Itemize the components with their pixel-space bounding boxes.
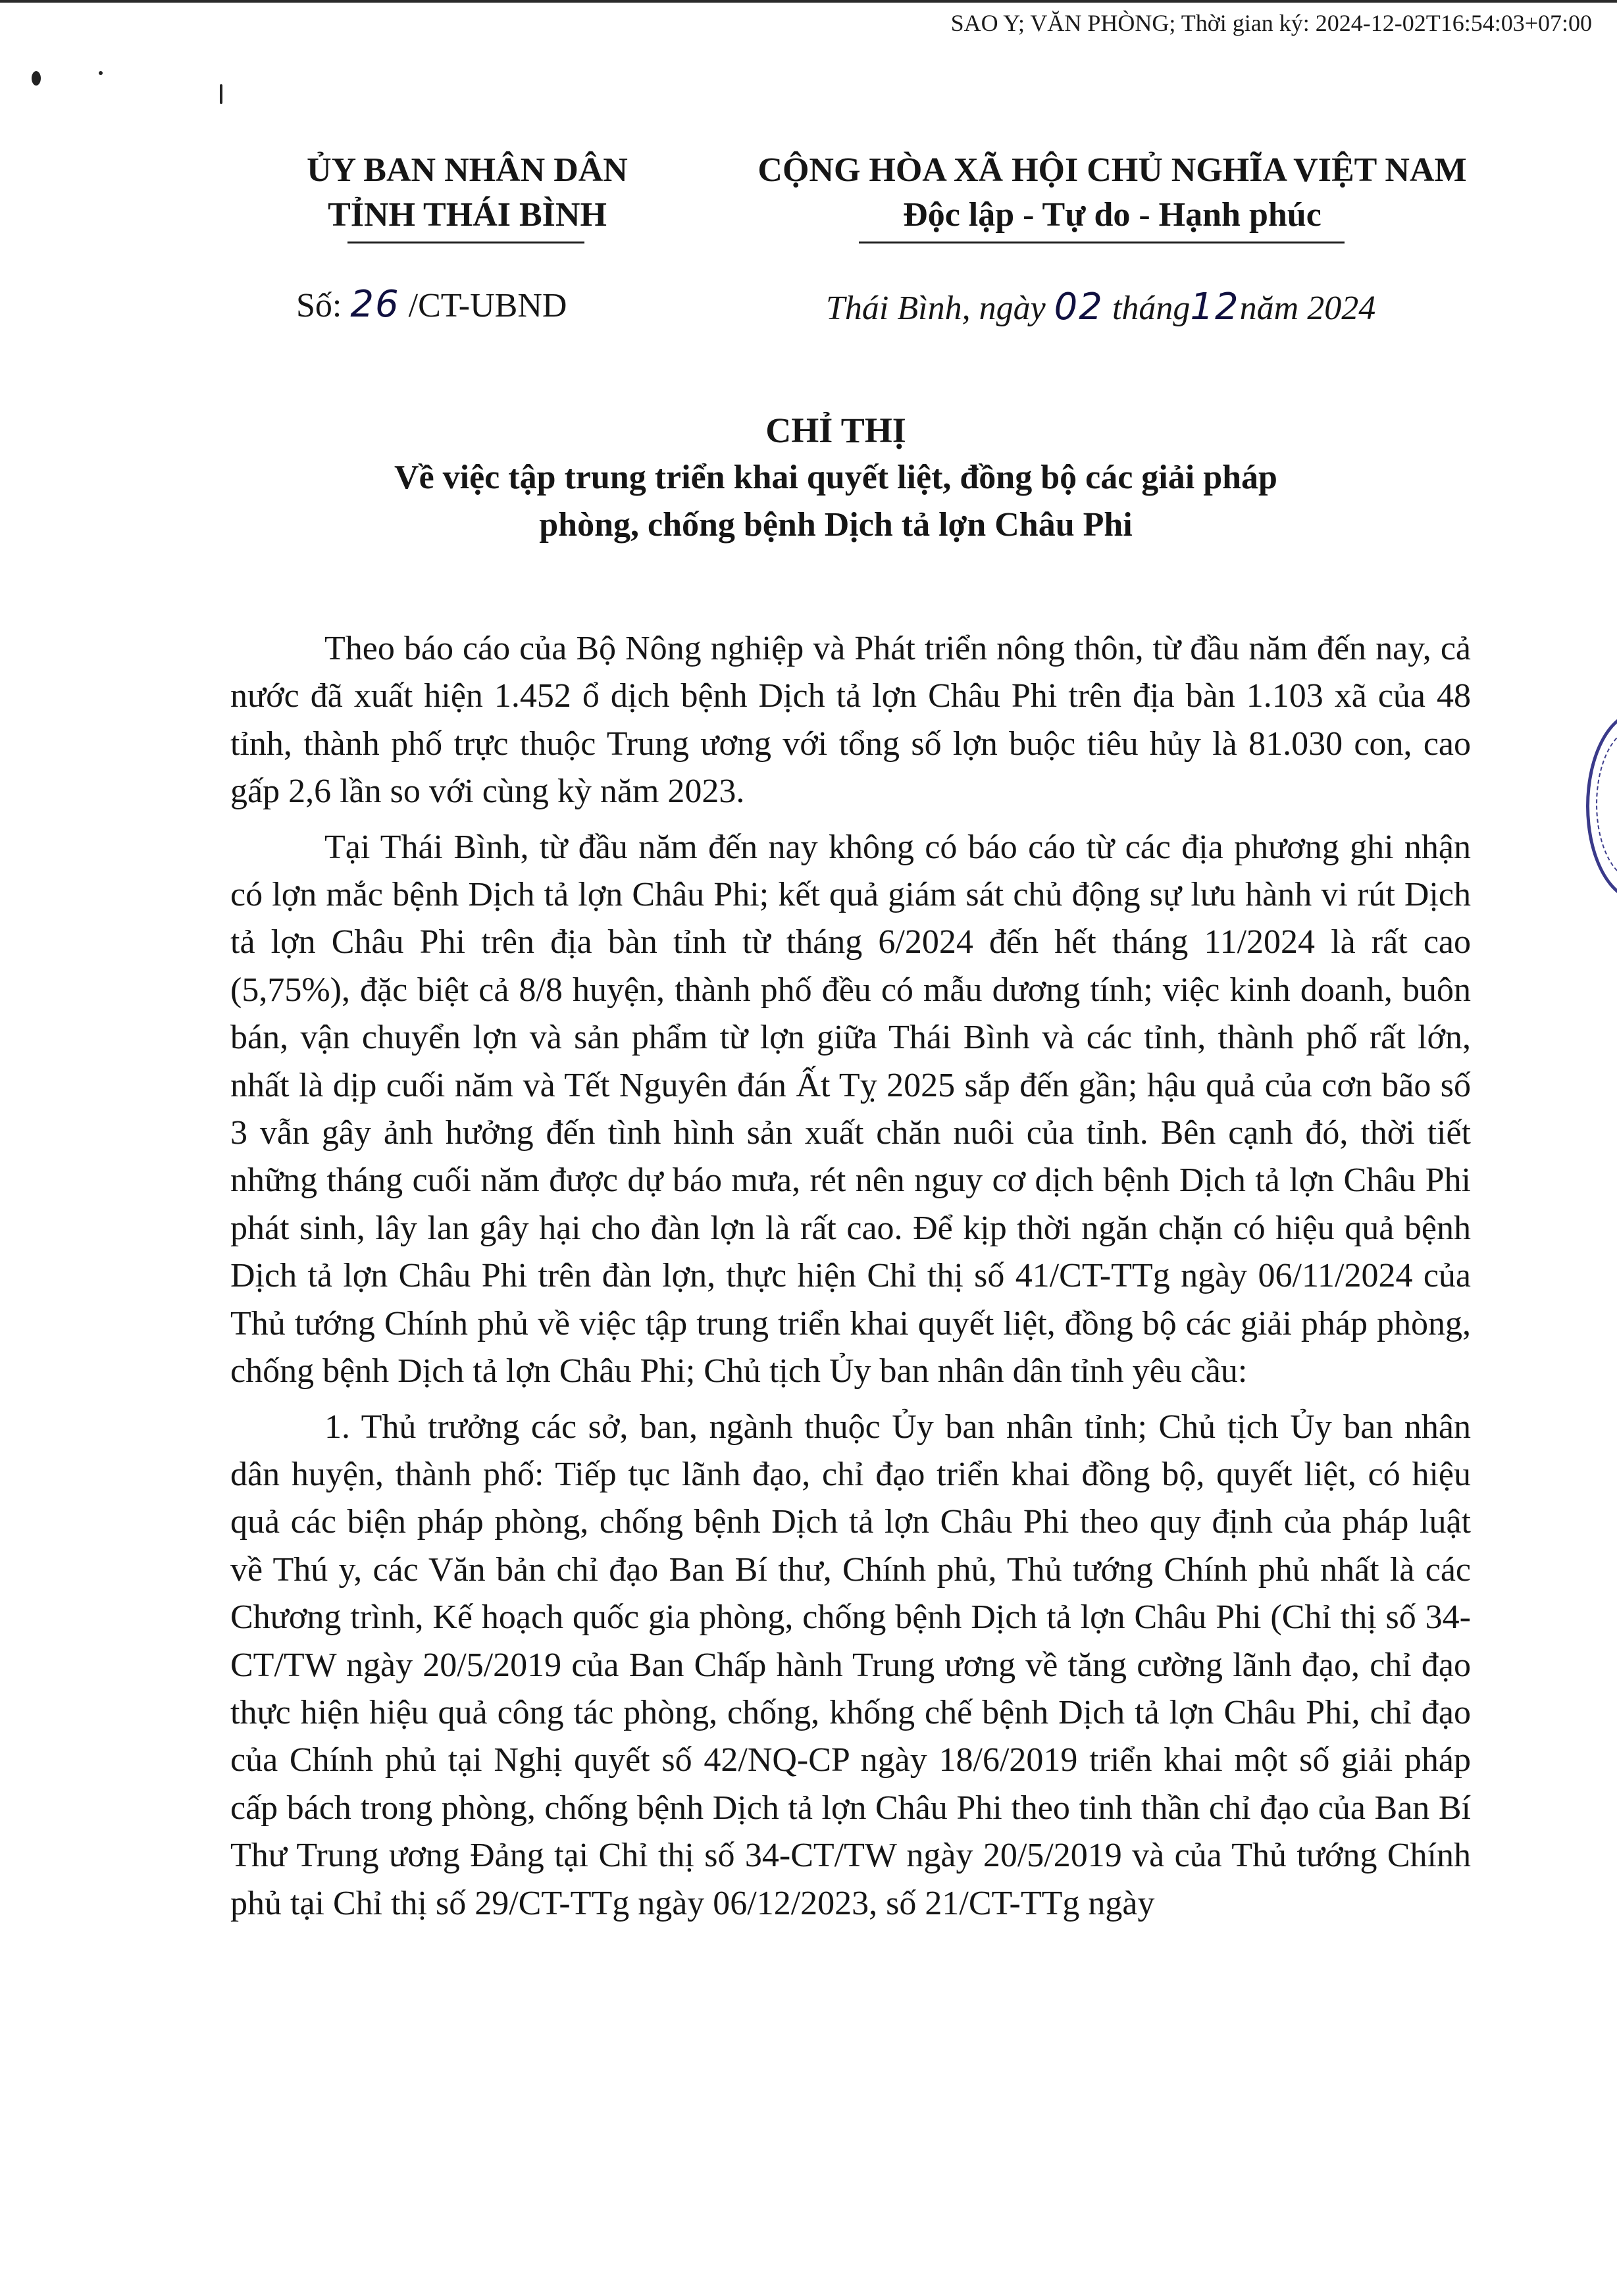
issue-date (826, 286, 1375, 328)
date-place: Thái Bình, ngày (826, 290, 1054, 327)
nation-line-1: CỘNG HÒA XÃ HỘI CHỦ NGHĨA VIỆT NAM (757, 151, 1467, 189)
document-subtitle (197, 454, 1474, 549)
document-body (230, 625, 1471, 1935)
document-number (296, 283, 567, 326)
authority-underline (347, 242, 584, 243)
date-month-handwritten: 12 (1190, 286, 1240, 328)
top-border-line (0, 0, 1617, 3)
nation-line-2: Độc lập - Tự do - Hạnh phúc (903, 196, 1322, 234)
paragraph: Theo báo cáo của Bộ Nông nghiệp và Phát triển nông thôn, từ đầu năm đến nay, cả nước đã xuất hiện 1.452 ổ dịch bệnh Dịch tả lợn Châu Phi trên địa bàn 1.103 xã của 48 tỉnh, thành phố trực thuộc Trung ương với tổng số lợn buộc tiêu hủy là 81.030 con, cao gấp 2,6 lần so với cùng kỳ năm 2023. (230, 630, 1471, 811)
authority-line-2: TỈNH THÁI BÌNH (328, 196, 607, 234)
issuing-authority (263, 148, 671, 238)
doc-number-handwritten: 26 (350, 283, 400, 326)
authority-line-1: ỦY BAN NHÂN DÂN (307, 151, 628, 189)
paragraph: 1. Thủ trưởng các sở, ban, ngành thuộc Ủy ban nhân tỉnh; Chủ tịch Ủy ban nhân dân huyện, thành phố: Tiếp tục lãnh đạo, chỉ đạo triển khai đồng bộ, quyết liệt, có hiệu quả các biện pháp phòng, chống bệnh Dịch tả lợn Châu Phi theo quy định của pháp luật về Thú y, các Văn bản chỉ đạo Ban Bí thư, Chính phủ, Thủ tướng Chính phủ nhất là các Chương trình, Kế hoạch quốc gia phòng, chống bệnh Dịch tả lợn Châu Phi (Chỉ thị số 34-CT/TW ngày 20/5/2019 của Ban Chấp hành Trung ương về tăng cường lãnh đạo, chỉ đạo thực hiện hiệu quả công tác phòng, chống, khống chế bệnh Dịch tả lợn Châu Phi, chỉ đạo của Chính phủ tại Nghị quyết số 42/NQ-CP ngày 18/6/2019 triển khai một số giải pháp cấp bách trong phòng, chống bệnh Dịch tả lợn Châu Phi theo tinh thần chỉ đạo của Ban Bí Thư Trung ương Đảng tại Chỉ thị số 34-CT/TW ngày 20/5/2019 và của Thủ tướng Chính phủ tại Chỉ thị số 29/CT-TTg ngày 06/12/2023, số 21/CT-TTg ngày (230, 1408, 1471, 1922)
date-day-handwritten: 02 (1054, 286, 1104, 328)
motto-underline (859, 242, 1345, 243)
scan-speck (220, 84, 222, 104)
scan-speck (32, 71, 41, 86)
doc-number-prefix: Số: (296, 287, 351, 324)
date-year: năm 2024 (1239, 290, 1376, 327)
scan-speck (99, 71, 103, 75)
subtitle-line-1: Về việc tập trung triển khai quyết liệt, đồng bộ các giải pháp (394, 459, 1277, 496)
digital-signature-stamp: SAO Y; VĂN PHÒNG; Thời gian ký: 2024-12-02T16:54:03+07:00 (950, 10, 1592, 36)
doc-number-suffix: /CT-UBND (399, 287, 567, 324)
paragraph: Tại Thái Bình, từ đầu năm đến nay không có báo cáo từ các địa phương ghi nhận có lợn mắc bệnh Dịch tả lợn Châu Phi; kết quả giám sát chủ động sự lưu hành vi rút Dịch tả lợn Châu Phi trên địa bàn tỉnh từ tháng 6/2024 đến hết tháng 11/2024 là rất cao (5,75%), đặc biệt cả 8/8 huyện, thành phố đều có mẫu dương tính; việc kinh doanh, buôn bán, vận chuyển lợn và sản phẩm từ lợn giữa Thái Bình và các tỉnh, thành phố rất lớn, nhất là dịp cuối năm và Tết Nguyên đán Ất Tỵ 2025 sắp đến gần; hậu quả của cơn bão số 3 vẫn gây ảnh hưởng đến tình hình sản xuất chăn nuôi của tỉnh. Bên cạnh đó, thời tiết những tháng cuối năm được dự báo mưa, rét nên nguy cơ dịch bệnh Dịch tả lợn Châu Phi phát sinh, lây lan gây hại cho đàn lợn là rất cao. Để kịp thời ngăn chặn có hiệu quả bệnh Dịch tả lợn Châu Phi trên đàn lợn, thực hiện Chỉ thị số 41/CT-TTg ngày 06/11/2024 của Thủ tướng Chính phủ về việc tập trung triển khai quyết liệt, đồng bộ các giải pháp phòng, chống bệnh Dịch tả lợn Châu Phi; Chủ tịch Ủy ban nhân dân tỉnh yêu cầu: (230, 828, 1471, 1390)
national-title (711, 148, 1514, 238)
document-title: CHỈ THỊ (765, 411, 906, 450)
subtitle-line-2: phòng, chống bệnh Dịch tả lợn Châu Phi (539, 506, 1133, 544)
date-month-label: tháng (1103, 290, 1191, 327)
